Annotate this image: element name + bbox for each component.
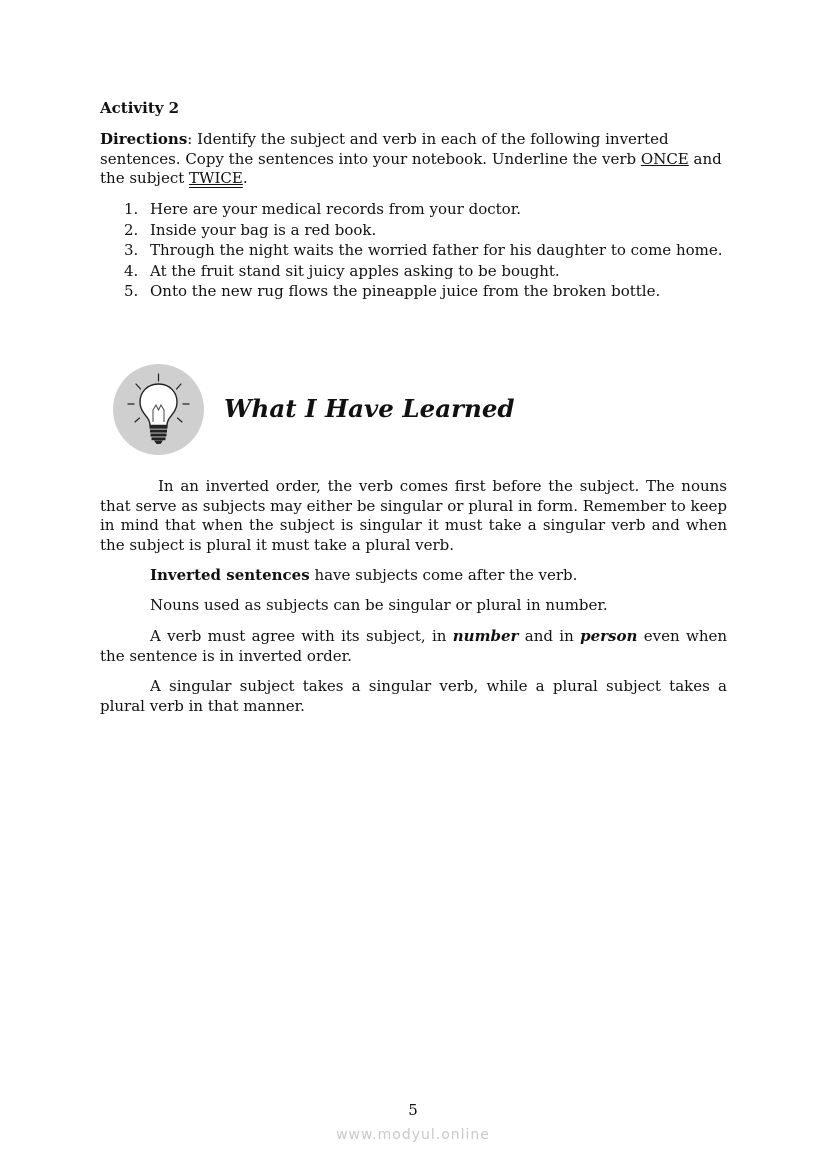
directions-label: Directions [100,130,188,148]
summary-paragraph [100,627,727,666]
directions-text-2: and the subject [100,149,722,187]
item-number: 5. [124,282,139,300]
list-item [124,240,734,261]
item-text: Onto the new rug flows the pineapple juice from the broken bottle. [150,282,661,300]
lightbulb-graphic [113,364,204,455]
item-number: 1. [124,200,139,218]
term-person: person [580,627,638,645]
directions-text: : Identify the subject and verb in each of the following inverted sentences. Copy the sentences into your notebook. Underline the verb [100,130,669,168]
directions-text-3: . [242,169,248,187]
section-title: What I Have Learned [224,394,515,423]
term-inverted-sentences: Inverted sentences [150,566,310,584]
summary-paragraph [100,566,727,586]
page-number: 5 [408,1101,418,1119]
summary-paragraph: In an inverted order, the verb comes first before the subject. The nouns that serve as subjects may either be singular or plural in form. Remember to keep in mind that when the subject is singular it must take a singular verb and when the subject is plural it must take a plural verb. [100,477,727,554]
item-number: 2. [124,220,139,239]
item-text: At the fruit stand sit juicy apples asking to be bought. [150,261,560,280]
item-number: 3. [124,241,139,259]
summary-paragraph: A singular subject takes a singular verb, while a plural subject takes a plural verb in that manner. [100,677,727,715]
item-text: Through the night waits the worried father for his daughter to come home. [150,241,723,259]
activity-title: Activity 2 [100,99,180,117]
paragraph-text: and in [518,627,581,645]
summary-paragraph: Nouns used as subjects can be singular or plural in number. [150,596,608,614]
list-item [124,261,734,282]
list-item [124,281,734,302]
term-number: number [452,627,519,645]
once-word: ONCE [640,149,689,168]
paragraph-text: even when the sentence is in inverted order. [100,627,728,665]
lightbulb-icon [113,364,204,455]
twice-word: TWICE [189,169,243,187]
item-number: 4. [124,261,139,280]
list-item [124,220,734,241]
list-item [124,199,734,220]
item-text: Here are your medical records from your doctor. [150,200,521,218]
directions-paragraph [100,130,727,189]
item-text: Inside your bag is a red book. [150,220,377,239]
paragraph-text: have subjects come after the verb. [309,566,578,584]
paragraph-text: A verb must agree with its subject, in [150,627,453,645]
sentence-list [124,199,734,302]
watermark: www.modyul.online [336,1127,490,1143]
